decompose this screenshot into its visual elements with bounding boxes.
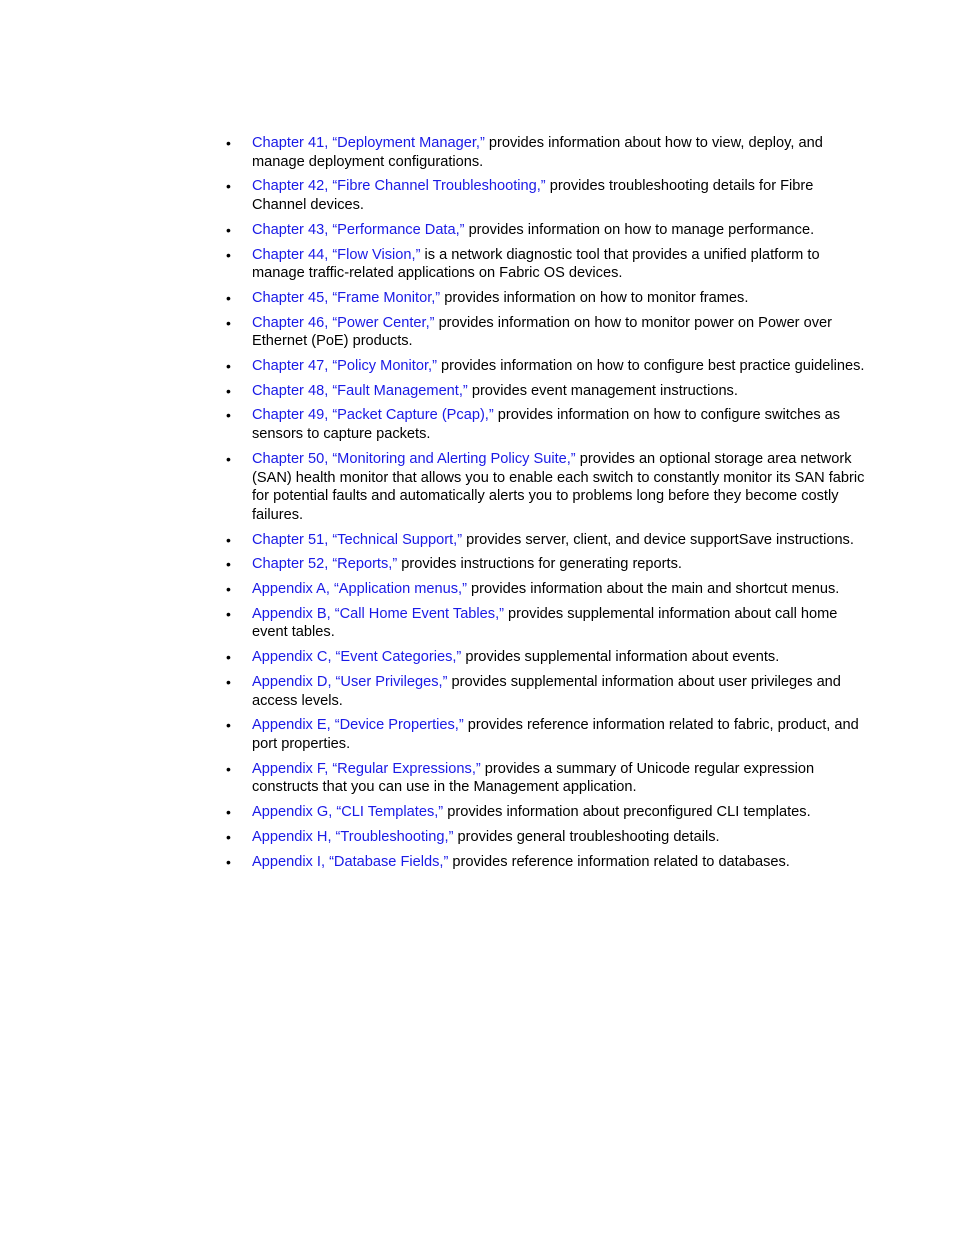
- list-item: [226, 177, 871, 214]
- list-item: [226, 828, 871, 847]
- chapter-52-link[interactable]: Chapter 52, “Reports,”: [252, 556, 398, 573]
- chapter-43-link[interactable]: Chapter 43, “Performance Data,”: [252, 221, 465, 238]
- bullet-icon: •: [226, 605, 231, 622]
- appendix-c-link[interactable]: Appendix C, “Event Categories,”: [252, 649, 462, 666]
- list-item: [226, 716, 871, 753]
- item-description: provides troubleshooting details for Fibre Channel devices.: [252, 178, 814, 214]
- item-description: provides server, client, and device supportSave instructions.: [462, 531, 854, 548]
- list-item: [226, 760, 871, 797]
- bullet-icon: •: [226, 450, 231, 467]
- item-description: provides information on how to configure switches as sensors to capture packets.: [252, 407, 841, 443]
- item-description: provides instructions for generating reports.: [397, 556, 682, 573]
- chapter-45-link[interactable]: Chapter 45, “Frame Monitor,”: [252, 289, 441, 306]
- bullet-icon: •: [226, 246, 231, 263]
- list-item: [226, 134, 871, 171]
- chapter-47-link[interactable]: Chapter 47, “Policy Monitor,”: [252, 358, 437, 375]
- list-item: [226, 314, 871, 351]
- item-description: provides information on how to monitor frames.: [440, 289, 749, 306]
- list-item: [226, 673, 871, 710]
- list-item: [226, 382, 871, 401]
- bullet-icon: •: [226, 314, 231, 331]
- appendix-f-link[interactable]: Appendix F, “Regular Expressions,”: [252, 760, 481, 777]
- item-description: provides supplemental information about events.: [461, 649, 780, 666]
- item-description: provides a summary of Unicode regular expression constructs that you can use in the Management application.: [252, 760, 815, 796]
- chapter-48-link[interactable]: Chapter 48, “Fault Management,”: [252, 382, 468, 399]
- appendix-b-link[interactable]: Appendix B, “Call Home Event Tables,”: [252, 605, 504, 622]
- item-description: provides event management instructions.: [467, 382, 738, 399]
- item-description: provides general troubleshooting details.: [453, 828, 720, 845]
- list-item: [226, 289, 871, 308]
- item-description: provides reference information related to databases.: [448, 853, 790, 870]
- bullet-icon: •: [226, 358, 231, 375]
- item-description: provides information on how to monitor power on Power over Ethernet (PoE) products.: [252, 314, 832, 350]
- list-item: [226, 555, 871, 574]
- item-description: provides reference information related to fabric, product, and port properties.: [252, 717, 859, 752]
- bullet-icon: •: [226, 135, 231, 151]
- bullet-icon: •: [226, 407, 231, 424]
- bullet-icon: •: [226, 828, 231, 845]
- item-description: provides an optional storage area network (SAN) health monitor that allows you to enable each switch to constantly monitor its SAN fabric for potential faults and automatically alerts you to problems long before they become costly failures.: [252, 450, 865, 523]
- list-item: [226, 580, 871, 599]
- item-description: provides information on how to configure best practice guidelines.: [436, 358, 865, 375]
- item-description: provides supplemental information about user privileges and access levels.: [252, 673, 841, 709]
- item-description: provides supplemental information about call home event tables.: [252, 605, 838, 641]
- appendix-g-link[interactable]: Appendix G, “CLI Templates,”: [252, 804, 444, 821]
- item-description: provides information on how to manage performance.: [464, 221, 815, 238]
- bullet-icon: •: [226, 289, 231, 306]
- bullet-icon: •: [226, 804, 231, 821]
- chapter-42-link[interactable]: Chapter 42, “Fibre Channel Troubleshooting,”: [252, 178, 546, 195]
- list-item: [226, 406, 871, 443]
- item-description: provides information about the main and shortcut menus.: [466, 581, 840, 598]
- appendix-d-link[interactable]: Appendix D, “User Privileges,”: [252, 673, 448, 690]
- bullet-icon: •: [226, 382, 231, 399]
- item-description: provides information about preconfigured CLI templates.: [443, 804, 811, 821]
- chapter-49-link[interactable]: Chapter 49, “Packet Capture (Pcap),”: [252, 407, 494, 424]
- bullet-icon: •: [226, 531, 231, 548]
- chapter-51-link[interactable]: Chapter 51, “Technical Support,”: [252, 531, 463, 548]
- chapter-41-link[interactable]: Chapter 41, “Deployment Manager,”: [252, 135, 485, 151]
- list-item: [226, 221, 871, 240]
- list-item: [226, 246, 871, 283]
- bullet-icon: •: [226, 760, 231, 777]
- list-item: [226, 853, 871, 872]
- list-item: [226, 531, 871, 550]
- item-description: provides information about how to view, deploy, and manage deployment configurations.: [252, 135, 823, 170]
- bullet-icon: •: [226, 221, 231, 238]
- appendix-h-link[interactable]: Appendix H, “Troubleshooting,”: [252, 828, 454, 845]
- list-item: [226, 605, 871, 642]
- list-item: [226, 450, 871, 525]
- appendix-i-link[interactable]: Appendix I, “Database Fields,”: [252, 853, 449, 870]
- list-item: [226, 803, 871, 822]
- chapter-50-link[interactable]: Chapter 50, “Monitoring and Alerting Policy Suite,”: [252, 450, 576, 467]
- appendix-a-link[interactable]: Appendix A, “Application menus,”: [252, 581, 467, 598]
- bullet-icon: •: [226, 717, 231, 734]
- bullet-icon: •: [226, 178, 231, 195]
- bullet-icon: •: [226, 673, 231, 690]
- bullet-icon: •: [226, 853, 231, 870]
- list-item: [226, 648, 871, 667]
- bullet-icon: •: [226, 581, 231, 598]
- bullet-icon: •: [226, 649, 231, 666]
- chapter-46-link[interactable]: Chapter 46, “Power Center,”: [252, 314, 435, 331]
- appendix-e-link[interactable]: Appendix E, “Device Properties,”: [252, 717, 464, 734]
- bullet-icon: •: [226, 556, 231, 573]
- item-description: is a network diagnostic tool that provides a unified platform to manage traffic-related applications on Fabric OS devices.: [252, 246, 820, 282]
- chapter-44-link[interactable]: Chapter 44, “Flow Vision,”: [252, 246, 421, 263]
- list-item: [226, 357, 871, 376]
- chapter-list: [226, 134, 871, 877]
